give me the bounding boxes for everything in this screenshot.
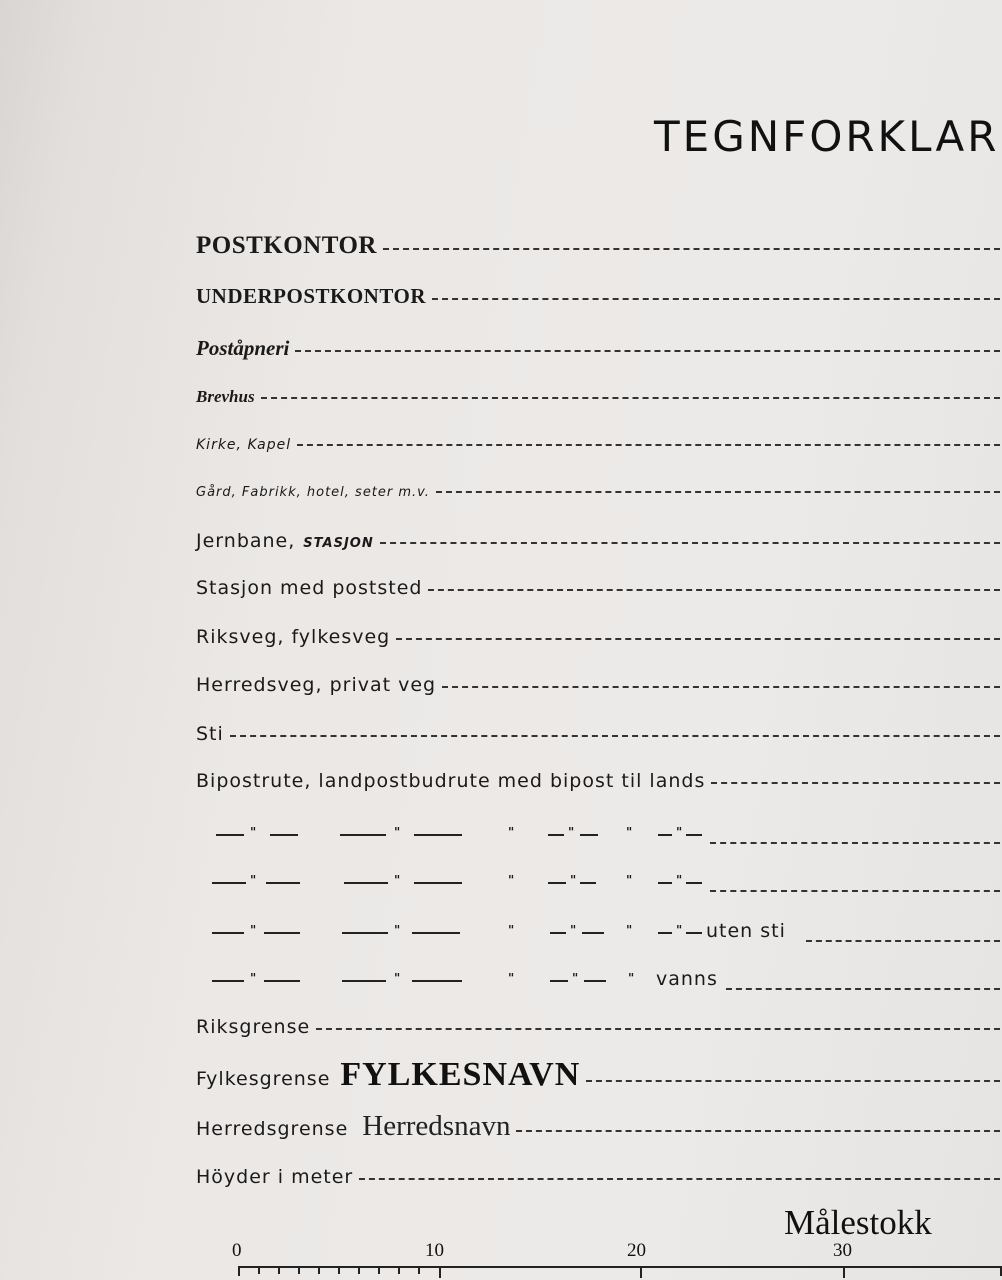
leader-dashes: [586, 1080, 1000, 1082]
legend-row-fylkesgrense: [196, 1056, 1000, 1094]
ditto-mark: ": [568, 825, 575, 839]
legend-row-underpostkontor: [196, 284, 1000, 309]
legend-label: Riksveg, fylkesveg: [196, 626, 391, 648]
legend-label: Fylkesgrense: [196, 1068, 331, 1090]
ditto-mark: ": [626, 825, 633, 839]
line-segment: [344, 882, 388, 884]
legend-row-sti: [196, 723, 1000, 745]
line-segment: [412, 932, 460, 934]
line-segment: [686, 834, 702, 836]
scale-tick: [278, 1268, 280, 1274]
scale-tick: [439, 1268, 441, 1278]
line-segment: [658, 932, 672, 934]
legend-row-brevhus: [196, 387, 1000, 407]
leader-dashes: [295, 350, 1000, 352]
ditto-mark: ": [676, 825, 683, 839]
ditto-mark: ": [394, 923, 401, 937]
ditto-mark: ": [626, 873, 633, 887]
line-segment: [580, 834, 598, 836]
legend-row-jernbane: [196, 530, 1000, 552]
legend-label: Gård, Fabrikk, hotel, seter m.v.: [196, 485, 430, 500]
line-segment: [658, 882, 672, 884]
ditto-mark: ": [250, 923, 257, 937]
route-symbol-row-1: [210, 820, 1000, 850]
legend-label: POSTKONTOR: [196, 232, 377, 259]
ditto-mark: ": [508, 825, 515, 839]
legend-row-hoyder: [196, 1166, 1000, 1188]
legend-label: Bipostrute, landpostbudrute med bipost til lands: [196, 770, 706, 792]
ditto-mark: ": [508, 923, 515, 937]
symbol-row-text: uten sti: [706, 920, 786, 942]
route-symbol-row-4: [210, 966, 1000, 996]
line-segment: [582, 932, 604, 934]
scale-tick: [338, 1268, 340, 1274]
scale-tick-label: 20: [627, 1240, 646, 1261]
line-segment: [212, 980, 244, 982]
legend-row-herredsgrense: [196, 1110, 1000, 1143]
legend-row-riksgrense: [196, 1016, 1000, 1038]
legend-row-stasjon-poststed: [196, 577, 1000, 599]
scale-title: Målestokk: [784, 1203, 932, 1242]
leader-dashes: [396, 638, 1000, 640]
legend-label-suffix: STASJON: [303, 536, 374, 551]
ditto-mark: ": [250, 873, 257, 887]
scale-tick-label: 0: [232, 1240, 242, 1261]
legend-label: Herredsveg, privat veg: [196, 674, 437, 696]
scale-tick: [318, 1268, 320, 1274]
line-segment: [264, 980, 300, 982]
leader-dashes: [230, 735, 1000, 737]
leader-dashes: [383, 248, 1000, 250]
legend-label: Riksgrense: [196, 1016, 311, 1038]
line-segment: [340, 834, 386, 836]
ditto-mark: ": [676, 873, 683, 887]
legend-label: Brevhus: [196, 387, 255, 406]
line-segment: [266, 882, 300, 884]
legend-label: Sti: [196, 723, 224, 745]
ditto-mark: ": [570, 873, 577, 887]
leader-dashes: [316, 1028, 1000, 1030]
leader-dashes: [516, 1130, 1000, 1132]
municipality-name-sample: Herredsnavn: [362, 1110, 511, 1142]
legend-row-kirke: [196, 437, 1000, 453]
line-segment: [414, 834, 462, 836]
page-title: TEGNFORKLAR: [654, 112, 1000, 161]
symbol-row-text: vanns: [656, 968, 718, 990]
legend-label: Herredsgrense: [196, 1118, 349, 1140]
ditto-mark: ": [394, 825, 401, 839]
legend-row-postapneri: [196, 336, 1000, 361]
leader-dashes: [428, 589, 1000, 591]
legend-row-bipostrute: [196, 770, 1000, 792]
ditto-mark: ": [508, 873, 515, 887]
legend-label: Kirke, Kapel: [196, 437, 292, 453]
leader-dashes: [710, 842, 1000, 844]
leader-dashes: [711, 782, 1000, 784]
county-name-sample: FYLKESNAVN: [340, 1056, 581, 1093]
legend-label: Höyder i meter: [196, 1166, 354, 1188]
scale-tick-label: 30: [833, 1240, 852, 1261]
legend-row-herredsveg: [196, 674, 1000, 696]
line-segment: [264, 932, 300, 934]
line-segment: [412, 980, 462, 982]
ditto-mark: ": [250, 825, 257, 839]
scale-tick: [640, 1268, 642, 1278]
scale-tick: [843, 1268, 845, 1278]
ditto-mark: ": [628, 971, 635, 985]
ditto-mark: ": [250, 971, 257, 985]
line-segment: [212, 932, 244, 934]
line-segment: [584, 980, 606, 982]
line-segment: [212, 882, 246, 884]
leader-dashes: [442, 686, 1000, 688]
line-segment: [658, 834, 672, 836]
legend-row-postkontor: [196, 232, 1000, 260]
ditto-mark: ": [508, 971, 515, 985]
leader-dashes: [806, 940, 1000, 942]
legend-row-riksveg: [196, 626, 1000, 648]
scale-tick: [258, 1268, 260, 1274]
scale-tick: [358, 1268, 360, 1274]
line-segment: [342, 932, 388, 934]
scale-tick: [298, 1268, 300, 1274]
line-segment: [548, 882, 566, 884]
line-segment: [270, 834, 298, 836]
scale-tick: [398, 1268, 400, 1274]
legend-row-gard: [196, 485, 1000, 500]
legend-label: Poståpneri: [196, 336, 290, 360]
ditto-mark: ": [572, 971, 579, 985]
route-symbol-row-2: [210, 868, 1000, 898]
ditto-mark: ": [394, 971, 401, 985]
leader-dashes: [726, 988, 1000, 990]
scale-tick: [418, 1268, 420, 1274]
line-segment: [342, 980, 386, 982]
line-segment: [216, 834, 244, 836]
line-segment: [550, 980, 568, 982]
line-segment: [548, 834, 564, 836]
ditto-mark: ": [394, 873, 401, 887]
legend-label: Stasjon med poststed: [196, 577, 423, 599]
line-segment: [550, 932, 566, 934]
legend-label: Jernbane,: [196, 530, 296, 552]
leader-dashes: [297, 444, 1000, 446]
leader-dashes: [380, 542, 1000, 544]
ditto-mark: ": [676, 923, 683, 937]
scale-tick: [378, 1268, 380, 1274]
leader-dashes: [359, 1178, 1000, 1180]
scale-tick-label: 10: [425, 1240, 444, 1261]
line-segment: [414, 882, 462, 884]
leader-dashes: [261, 397, 1000, 399]
line-segment: [686, 882, 702, 884]
route-symbol-row-3: [210, 918, 1000, 948]
legend-label: UNDERPOSTKONTOR: [196, 284, 426, 308]
leader-dashes: [436, 491, 1000, 493]
line-segment: [580, 882, 596, 884]
leader-dashes: [432, 298, 1000, 300]
leader-dashes: [710, 890, 1000, 892]
scale-bar: [238, 1266, 1002, 1276]
ditto-mark: ": [570, 923, 577, 937]
ditto-mark: ": [626, 923, 633, 937]
line-segment: [686, 932, 702, 934]
